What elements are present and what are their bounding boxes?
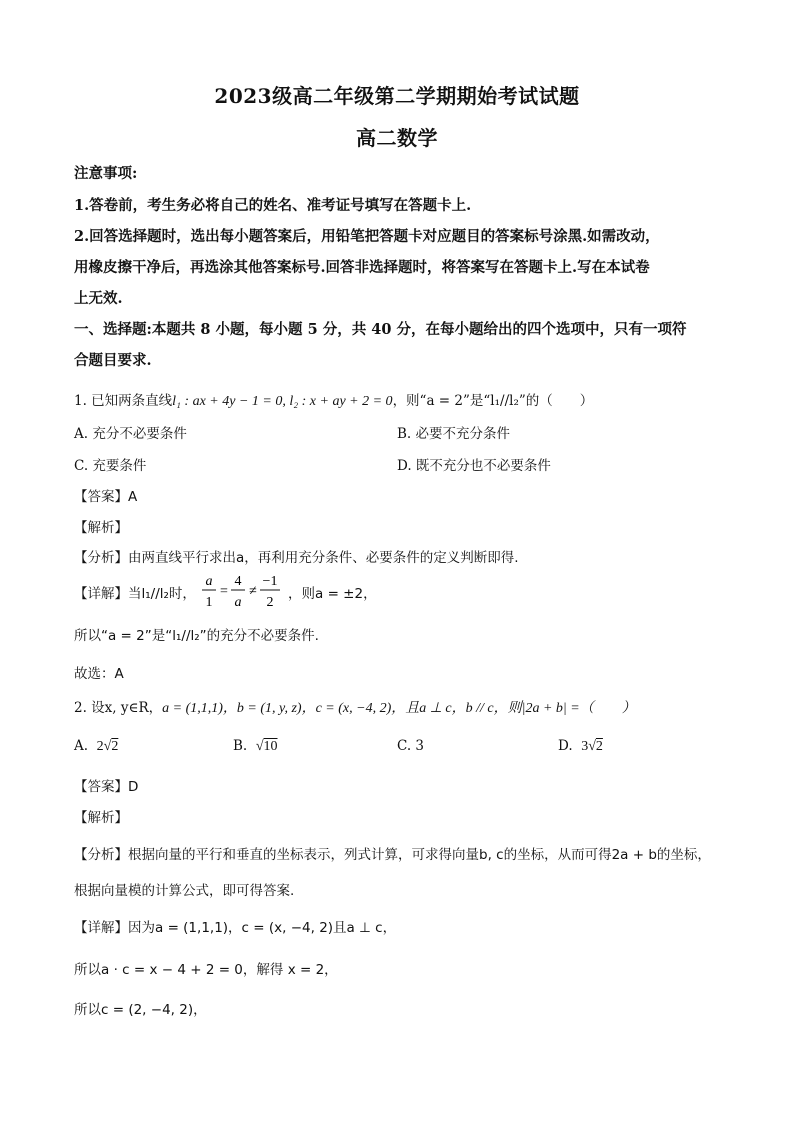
- frac1-numerator: a: [205, 574, 213, 589]
- q1-detail-suffix: ，则a = ±2，: [288, 586, 377, 602]
- q1-choice: 故选：A: [74, 666, 124, 682]
- notice-item-2-line-3: 上无效.: [74, 290, 123, 307]
- svg-text:=: =: [220, 584, 228, 599]
- q2-option-d-radicand: 2: [595, 739, 603, 754]
- notice-item-1: 1.答卷前，考生务必将自己的姓名、准考证号填写在答题卡上.: [74, 197, 472, 214]
- q1-analysis: 【分析】由两直线平行求出a，再利用充分条件、必要条件的定义判断即得.: [74, 550, 519, 566]
- q1-option-c: C. 充要条件: [74, 458, 147, 474]
- q2-detail-line-3: 所以c = (2, −4, 2)，: [74, 1002, 207, 1018]
- page-title: 2023级高二年级第二学期期始考试试题: [214, 84, 580, 108]
- q1-stem-math: l₁ : ax + 4y − 1 = 0, l₂ : x + ay + 2 = 0: [172, 394, 393, 409]
- q2-option-a-coef: 2: [96, 739, 104, 754]
- notice-item-2-line-1: 2.回答选择题时，选出每小题答案后，用铅笔把答题卡对应题目的答案标号涂黑.如需改动，: [74, 228, 660, 245]
- q2-option-c: C. 3: [397, 738, 425, 754]
- frac3-denominator: 2: [266, 595, 274, 610]
- frac2-numerator: 4: [234, 574, 242, 589]
- q2-option-d: D. 3√2: [558, 738, 603, 754]
- q1-answer: 【答案】A: [74, 489, 138, 505]
- q2-option-a-radicand: 2: [111, 739, 119, 754]
- q2-option-a: A. 2√2: [74, 738, 119, 754]
- notice-item-2-line-2: 用橡皮擦干净后，再选涂其他答案标号.回答非选择题时，将答案写在答题卡上.写在本试卷: [74, 259, 650, 276]
- frac2-denominator: a: [234, 595, 242, 610]
- q2-option-b-label: B.: [233, 738, 248, 754]
- q2-option-b: B. √10: [233, 738, 278, 754]
- q2-detail-line-1: 【详解】因为a = (1,1,1)，c = (x, −4, 2)且a ⊥ c，: [74, 920, 397, 936]
- q2-option-b-radicand: 10: [263, 739, 278, 754]
- svg-text:≠: ≠: [249, 584, 257, 599]
- q2-stem-prefix: 2. 设x, y∈R，: [74, 700, 163, 716]
- q2-option-d-coef: 3: [581, 739, 589, 754]
- q1-option-b: B. 必要不充分条件: [397, 426, 511, 442]
- q2-analysis-line-1: 【分析】根据向量的平行和垂直的坐标表示，列式计算，可求得向量b, c的坐标，从而可得2a + b的坐标，: [74, 847, 711, 863]
- frac3-numerator: −1: [262, 574, 278, 589]
- page-subtitle: 高二数学: [356, 126, 438, 150]
- q2-analysis-tag: 【解析】: [74, 810, 128, 826]
- q1-detail-prefix: 【详解】当l₁//l₂时，: [74, 586, 196, 602]
- q2-option-a-label: A.: [74, 738, 89, 754]
- q1-stem-prefix: 1. 已知两条直线: [74, 393, 173, 409]
- q2-analysis-line-2: 根据向量模的计算公式，即可得答案.: [74, 883, 295, 899]
- frac1-denominator: 1: [205, 595, 213, 610]
- q2-answer: 【答案】D: [74, 779, 139, 795]
- q2-stem: [74, 696, 636, 717]
- section-heading-line-1: 一、选择题:本题共 8 小题，每小题 5 分，共 40 分，在每小题给出的四个选项中，只有一项符: [74, 321, 687, 338]
- notice-heading: 注意事项:: [74, 165, 138, 182]
- q2-stem-math: a = (1,1,1)，b = (1, y, z)，c = (x, −4, 2)，且a ⊥ c，b // c，则|2a + b| =（ ）: [162, 701, 636, 716]
- q2-option-d-label: D.: [558, 738, 573, 754]
- q1-conclusion: 所以“a = 2”是“l₁//l₂”的充分不必要条件.: [74, 628, 319, 644]
- q1-stem-suffix: ，则“a = 2”是“l₁//l₂”的（ ）: [392, 393, 594, 409]
- q1-stem: [74, 389, 593, 410]
- q2-detail-line-2: 所以a · c = x − 4 + 2 = 0，解得 x = 2，: [74, 962, 338, 978]
- q1-option-a: A. 充分不必要条件: [74, 426, 187, 442]
- q1-option-d: D. 既不充分也不必要条件: [397, 458, 551, 474]
- section-heading-line-2: 合题目要求.: [74, 352, 152, 369]
- q1-fraction-equation: [200, 570, 286, 612]
- q1-analysis-tag: 【解析】: [74, 520, 128, 536]
